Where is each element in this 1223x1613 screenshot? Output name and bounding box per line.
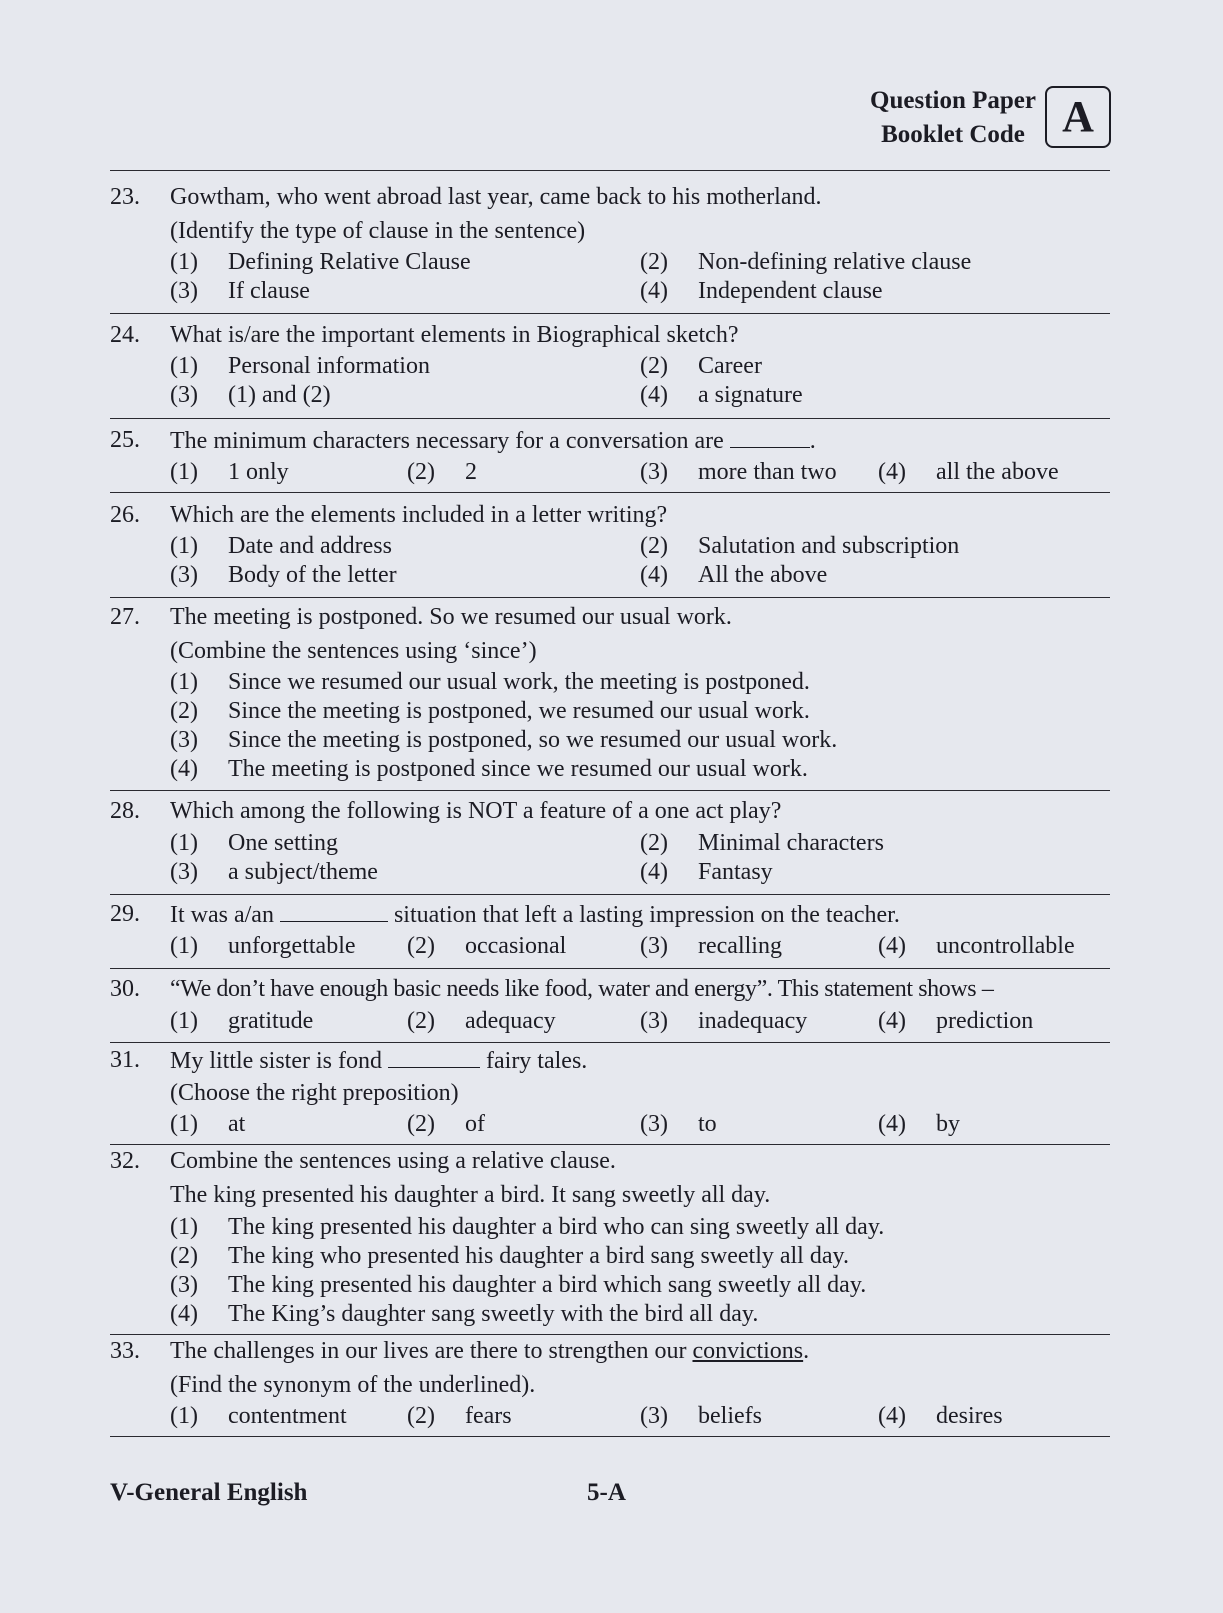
option-1 [170, 1110, 245, 1139]
question-stem-text: The challenges in our lives are there to strengthen our [170, 1338, 687, 1364]
option-1 [170, 932, 356, 961]
option-4 [878, 458, 1059, 487]
answer-blank [730, 425, 810, 448]
option-text: recalling [698, 933, 782, 959]
option-1 [170, 248, 471, 277]
divider [110, 418, 1110, 419]
header-line-2: Booklet Code [881, 121, 1025, 148]
option-text: a subject/theme [228, 859, 378, 885]
option-text: uncontrollable [936, 933, 1075, 959]
option-1 [170, 1213, 884, 1242]
option-3 [640, 1007, 807, 1036]
divider [110, 1436, 1110, 1437]
answer-blank [388, 1045, 480, 1068]
option-2 [640, 248, 971, 277]
question-stem-text: The minimum characters necessary for a conversation are [170, 428, 724, 454]
option-number: (3) [640, 459, 668, 485]
option-text: to [698, 1111, 717, 1137]
option-number: (3) [640, 1008, 668, 1034]
divider [110, 894, 1110, 895]
option-text: at [228, 1111, 246, 1137]
divider [110, 1042, 1110, 1043]
option-number: (3) [640, 1111, 668, 1137]
option-number: (3) [170, 278, 198, 304]
option-4 [640, 561, 827, 590]
option-text: Fantasy [698, 859, 773, 885]
option-number: (2) [407, 459, 435, 485]
option-4 [878, 1110, 960, 1139]
option-4 [640, 858, 773, 887]
option-1 [170, 458, 289, 487]
option-1 [170, 668, 810, 697]
option-text: all the above [936, 459, 1059, 485]
option-3 [640, 932, 782, 961]
option-2 [407, 1402, 512, 1431]
option-number: (4) [878, 1403, 906, 1429]
option-number: (2) [407, 1008, 435, 1034]
option-text: Since we resumed our usual work, the meeting is postponed. [228, 669, 810, 695]
footer-subject: V-General English [110, 1479, 308, 1506]
option-text: (1) and (2) [228, 382, 331, 408]
option-4 [170, 1300, 758, 1329]
divider [110, 1144, 1110, 1145]
option-number: (2) [640, 830, 668, 856]
option-number: (4) [878, 933, 906, 959]
booklet-code-label [858, 84, 1048, 152]
option-number: (2) [407, 1403, 435, 1429]
option-3 [170, 1271, 866, 1300]
option-number: (4) [878, 1008, 906, 1034]
option-text: One setting [228, 830, 338, 856]
question-number: 31. [110, 1047, 140, 1073]
question-number: 30. [110, 976, 140, 1002]
divider [110, 1334, 1110, 1335]
option-2 [407, 458, 477, 487]
question-stem: “We don’t have enough basic needs like food, water and energy”. This statement shows – [170, 976, 994, 1002]
option-text: Minimal characters [698, 830, 884, 856]
divider [110, 313, 1110, 314]
divider [110, 492, 1110, 493]
option-text: The meeting is postponed since we resumed our usual work. [228, 756, 808, 782]
option-2 [170, 1242, 849, 1271]
question-number: 29. [110, 901, 140, 927]
question-stem [170, 1336, 809, 1366]
option-number: (1) [170, 249, 198, 275]
option-number: (3) [640, 1403, 668, 1429]
option-text: beliefs [698, 1403, 762, 1429]
divider [110, 968, 1110, 969]
option-text: desires [936, 1403, 1003, 1429]
option-4 [640, 277, 883, 306]
option-1 [170, 1402, 347, 1431]
divider [110, 170, 1110, 171]
question-stem-end: . [803, 1338, 810, 1364]
option-4 [640, 381, 803, 410]
divider [110, 790, 1110, 791]
question-stem-before-blank: It was a/an [170, 902, 274, 928]
option-number: (4) [170, 756, 198, 782]
option-number: (3) [170, 859, 198, 885]
option-3 [170, 858, 378, 887]
option-2 [640, 532, 959, 561]
option-2 [640, 829, 884, 858]
option-number: (2) [407, 1111, 435, 1137]
option-number: (1) [170, 1008, 198, 1034]
option-number: (2) [170, 1243, 198, 1269]
option-text: The king who presented his daughter a bird sang sweetly all day. [228, 1243, 849, 1269]
option-3 [170, 277, 310, 306]
option-4 [170, 755, 808, 784]
question-stem: What is/are the important elements in Biographical sketch? [170, 322, 739, 348]
option-text: occasional [465, 933, 567, 959]
question-stem: Which among the following is NOT a feature of a one act play? [170, 798, 782, 824]
option-text: 1 only [228, 459, 289, 485]
option-3 [170, 561, 397, 590]
question-instruction: The king presented his daughter a bird. It sang sweetly all day. [170, 1182, 771, 1208]
question-stem: Which are the elements included in a letter writing? [170, 502, 668, 528]
divider [110, 597, 1110, 598]
question-stem-after-blank: fairy tales. [486, 1048, 588, 1074]
option-text: Personal information [228, 353, 430, 379]
option-text: Since the meeting is postponed, so we resumed our usual work. [228, 727, 838, 753]
option-4 [878, 1007, 1033, 1036]
option-text: by [936, 1111, 960, 1137]
answer-blank [280, 899, 388, 922]
option-number: (1) [170, 933, 198, 959]
question-instruction: (Combine the sentences using ‘since’) [170, 638, 537, 664]
question-instruction: (Identify the type of clause in the sentence) [170, 218, 586, 244]
question-number: 27. [110, 604, 140, 630]
booklet-code-box: A [1045, 86, 1111, 148]
option-text: gratitude [228, 1008, 314, 1034]
question-number: 24. [110, 322, 140, 348]
question-number: 26. [110, 502, 140, 528]
option-text: Since the meeting is postponed, we resumed our usual work. [228, 698, 810, 724]
question-number: 23. [110, 184, 140, 210]
option-text: adequacy [465, 1008, 556, 1034]
option-number: (1) [170, 830, 198, 856]
option-text: Independent clause [698, 278, 883, 304]
question-number: 25. [110, 427, 140, 453]
option-number: (2) [640, 249, 668, 275]
question-stem-before-blank: My little sister is fond [170, 1048, 382, 1074]
header-line-1: Question Paper [870, 87, 1036, 114]
option-1 [170, 352, 430, 381]
option-text: 2 [465, 459, 477, 485]
option-text: fears [465, 1403, 512, 1429]
question-stem [170, 1045, 587, 1076]
question-instruction: (Find the synonym of the underlined). [170, 1372, 536, 1398]
question-number: 33. [110, 1338, 140, 1364]
option-number: (4) [640, 382, 668, 408]
option-number: (2) [407, 933, 435, 959]
question-number: 32. [110, 1148, 140, 1174]
option-number: (4) [640, 278, 668, 304]
option-text: All the above [698, 562, 828, 588]
option-number: (3) [170, 562, 198, 588]
option-number: (4) [170, 1301, 198, 1327]
option-text: contentment [228, 1403, 347, 1429]
option-2 [640, 352, 762, 381]
option-1 [170, 532, 392, 561]
option-text: more than two [698, 459, 837, 485]
option-1 [170, 1007, 313, 1036]
option-3 [170, 381, 331, 410]
option-3 [170, 726, 837, 755]
underlined-word: convictions [692, 1338, 804, 1364]
option-number: (1) [170, 533, 198, 559]
option-number: (3) [170, 1272, 198, 1298]
option-text: The king presented his daughter a bird which sang sweetly all day. [228, 1272, 867, 1298]
option-3 [640, 1110, 717, 1139]
question-number: 28. [110, 798, 140, 824]
option-text: of [465, 1111, 485, 1137]
option-number: (2) [640, 533, 668, 559]
option-number: (4) [640, 859, 668, 885]
option-2 [407, 1007, 556, 1036]
question-stem: Gowtham, who went abroad last year, came back to his motherland. [170, 184, 822, 210]
option-text: The king presented his daughter a bird who can sing sweetly all day. [228, 1214, 885, 1240]
option-number: (2) [640, 353, 668, 379]
question-stem [170, 425, 816, 456]
option-1 [170, 829, 338, 858]
question-stem [170, 899, 900, 930]
option-4 [878, 932, 1075, 961]
option-number: (1) [170, 1214, 198, 1240]
option-number: (4) [640, 562, 668, 588]
option-number: (3) [170, 727, 198, 753]
option-number: (4) [878, 1111, 906, 1137]
option-text: prediction [936, 1008, 1034, 1034]
option-text: Body of the letter [228, 562, 397, 588]
option-text: inadequacy [698, 1008, 808, 1034]
option-number: (1) [170, 353, 198, 379]
option-number: (1) [170, 1111, 198, 1137]
option-3 [640, 458, 837, 487]
question-stem: Combine the sentences using a relative clause. [170, 1148, 616, 1174]
option-number: (1) [170, 459, 198, 485]
option-number: (1) [170, 1403, 198, 1429]
question-stem: The meeting is postponed. So we resumed our usual work. [170, 604, 732, 630]
option-text: Defining Relative Clause [228, 249, 471, 275]
option-2 [170, 697, 810, 726]
option-text: a signature [698, 382, 803, 408]
option-text: Salutation and subscription [698, 533, 960, 559]
option-text: If clause [228, 278, 310, 304]
option-4 [878, 1402, 1003, 1431]
option-text: The King’s daughter sang sweetly with the bird all day. [228, 1301, 759, 1327]
option-number: (3) [170, 382, 198, 408]
option-text: Career [698, 353, 762, 379]
question-instruction: (Choose the right preposition) [170, 1080, 459, 1106]
question-stem-after-blank: situation that left a lasting impression on the teacher. [393, 902, 900, 928]
option-number: (3) [640, 933, 668, 959]
option-2 [407, 1110, 485, 1139]
option-2 [407, 932, 566, 961]
question-stem-end: . [809, 428, 816, 454]
option-number: (2) [170, 698, 198, 724]
option-number: (4) [878, 459, 906, 485]
option-text: Date and address [228, 533, 392, 559]
footer-page-number: 5-A [587, 1479, 626, 1506]
option-3 [640, 1402, 762, 1431]
option-text: unforgettable [228, 933, 356, 959]
option-text: Non-defining relative clause [698, 249, 972, 275]
option-number: (1) [170, 669, 198, 695]
